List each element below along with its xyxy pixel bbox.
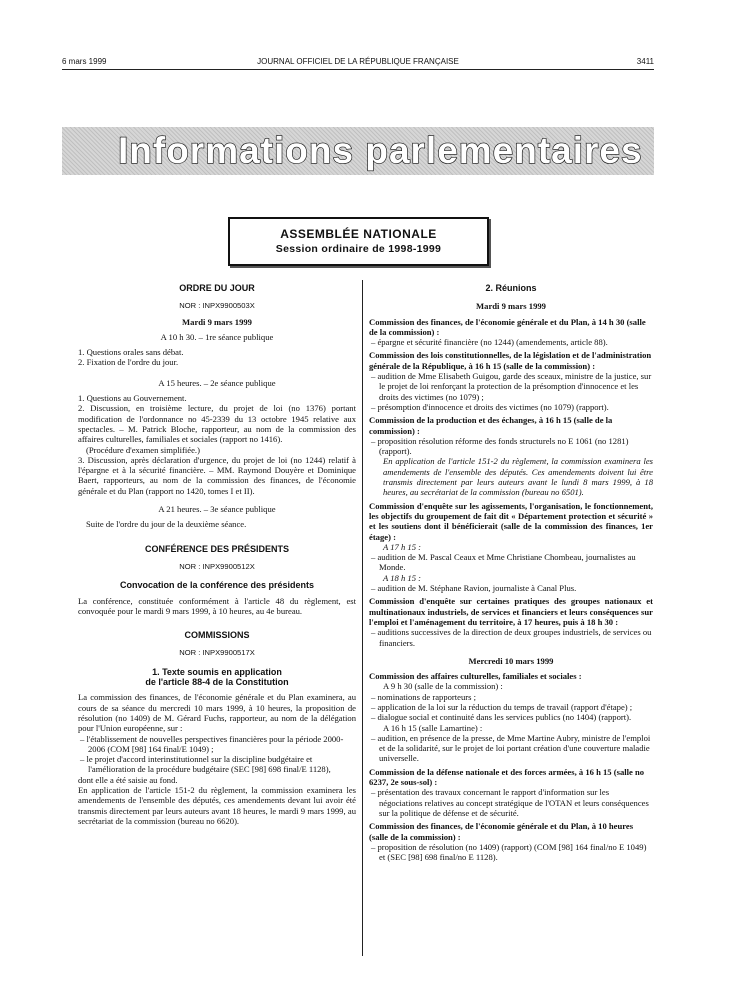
commission-item: – audition de Mme Elisabeth Guigou, garde des sceaux, ministre de la justice, sur le projet de loi renforçant la protection de la présomption d'innocence et les droits des victimes (no 1079) ; bbox=[371, 371, 652, 402]
seance-2-note: (Procédure d'examen simplifiée.) bbox=[86, 444, 200, 455]
commission-heading: Commission des lois constitutionnelles, de la législation et de l'administration générale de la République, à 16 h 15 (salle de la commission) : bbox=[369, 350, 652, 371]
commission-item: – nominations de rapporteurs ; bbox=[371, 691, 477, 702]
subsection-title-1: 1. Texte soumis en application bbox=[152, 666, 282, 677]
seance-2-item: 2. Discussion, en troisième lecture, du projet de loi (no 1376) portant modification de l'ordonnance no 45-2339 du 13 octobre 1945 relative aux spectacles. – M. Patrick Bloche, rapporteur, au nom de la commission des affaires culturelles, familiales et sociales (rapport no 1416). bbox=[78, 403, 356, 445]
reunions-title: 2. Réunions bbox=[485, 283, 537, 293]
commission-heading: Commission d'enquête sur certaines pratiques des groupes nationaux et multinationaux industriels, de services et financiers et leurs conséquences sur l'emploi et l'aménagement du territoire, à 17 heures, puis à 18 h 30 : bbox=[369, 596, 653, 627]
header-journal-title: JOURNAL OFFICIEL DE LA RÉPUBLIQUE FRANÇAISE bbox=[257, 57, 459, 66]
finances-item: – l'établissement de nouvelles perspectives financières pour la période 2000-2006 (COM [98] 164 final/E 1049) ; bbox=[80, 733, 344, 754]
odj-date: Mardi 9 mars 1999 bbox=[182, 316, 252, 327]
commission-heading: Commission de la production et des échanges, à 16 h 15 (salle de la commission) : bbox=[369, 415, 613, 436]
seance-1-heading: A 10 h 30. – 1re séance publique bbox=[160, 331, 274, 342]
column-divider bbox=[362, 280, 363, 956]
left-column bbox=[78, 283, 356, 826]
finances-paragraph: La commission des finances, de l'économie générale et du Plan examinera, au cours de sa séance du mercredi 10 mars 1999, à 10 heures, la proposition de résolution (no 1409) de M. Gérard Fuchs, rapporteur, au nom de la délégation pour l'Union européenne, sur : bbox=[78, 692, 356, 734]
seance-3-heading: A 21 heures. – 3e séance publique bbox=[158, 504, 276, 515]
commission-time: A 17 h 15 : bbox=[383, 541, 422, 552]
commission-time: A 9 h 30 (salle de la commission) : bbox=[383, 681, 503, 692]
nor-commissions: NOR : INPX9900517X bbox=[179, 648, 255, 658]
finances-paragraph-2: En application de l'article 151-2 du règlement, la commission examinera les amendements de l'ensemble des députés, ces amendements devant lui avoir été transmis directement par leurs auteurs avant 18 heures, le mardi 9 mars 1999, au secrétariat de la commission (bureau no 6620). bbox=[78, 784, 356, 826]
commission-item: – audition de M. Pascal Ceaux et Mme Christiane Chombeau, journalistes au Monde. bbox=[371, 552, 636, 573]
convocation-text: La conférence, constituée conformément à l'article 48 du règlement, est convoquée pour le mardi 9 mars 1999, à 10 heures, au 4e bureau. bbox=[78, 595, 356, 616]
convocation-title: Convocation de la conférence des présidents bbox=[119, 580, 315, 591]
commission-item: – audition de M. Stéphane Ravion, journaliste à Canal Plus. bbox=[371, 583, 577, 594]
header-rule bbox=[62, 69, 654, 70]
seance-3-text: Suite de l'ordre du jour de la deuxième séance. bbox=[86, 519, 247, 530]
commission-note: En application de l'article 151-2 du règlement, la commission examinera les amendements de l'ensemble des députés. Ces amendements doivent lui être transmis directement par leurs auteurs avant le lundi 8 mars 1999, à 18 heures, au secrétariat de la commission (bureau no 6501). bbox=[383, 456, 653, 498]
section-title-odj: ORDRE DU JOUR bbox=[179, 283, 255, 293]
commission-item: – dialogue social et continuité dans les services publics (no 1404) (rapport). bbox=[371, 712, 632, 723]
assembly-box bbox=[228, 217, 489, 266]
assembly-name: ASSEMBLÉE NATIONALE bbox=[280, 227, 437, 241]
page-header bbox=[62, 57, 654, 69]
finances-tail: dont elle a été saisie au fond. bbox=[78, 774, 178, 785]
commission-heading: Commission des finances, de l'économie générale et du Plan, à 14 h 30 (salle de la commission) : bbox=[369, 316, 646, 337]
banner-title: Informations parlementaires bbox=[118, 130, 643, 171]
subsection-title-1-line-2: de l'article 88-4 de la Constitution bbox=[145, 677, 289, 688]
seance-1-item: 1. Questions orales sans débat. bbox=[78, 347, 184, 358]
header-page-number: 3411 bbox=[636, 57, 654, 66]
commission-item: – auditions successives de la direction de deux groupes industriels, de services ou financiers. bbox=[371, 627, 652, 648]
commission-heading: Commission des affaires culturelles, familiales et sociales : bbox=[369, 671, 582, 682]
seance-2-item: 3. Discussion, après déclaration d'urgence, du projet de loi (no 1244) relatif à l'épargne et à la sécurité financière. – MM. Raymond Douyère et Dominique Baert, rapporteurs, au nom de la commission des finances, de l'économie générale et du Plan (rapport no 1420, tomes I et II). bbox=[78, 454, 356, 496]
seance-2-heading: A 15 heures. – 2e séance publique bbox=[158, 377, 276, 388]
header-date: 6 mars 1999 bbox=[62, 57, 107, 66]
commission-item: – présentation des travaux concernant le rapport d'information sur les négociations relatives au concept stratégique de l'OTAN et leurs conséquences sur la politique de défense et de sécurité. bbox=[371, 787, 649, 818]
finances-item: – le projet d'accord interinstitutionnel sur la discipline budgétaire et l'amélioration de la procédure budgétaire (SEC [98] 698 final/E 1128), bbox=[80, 754, 331, 775]
commission-item: – proposition de résolution (no 1409) (rapport) (COM [98] 164 final/no E 1049) et (SEC [98] 698 final/no E 1128). bbox=[371, 841, 647, 863]
commission-item: – application de la loi sur la réduction du temps de travail (rapport d'étape) ; bbox=[371, 701, 633, 712]
commission-heading: Commission d'enquête sur les agissements, l'organisation, le fonctionnement, les objectifs du groupement de fait dit « Département protection et sécurité » et les soutiens dont il bénéficierait (salle de la commission des finances, 1er étage) : bbox=[369, 500, 653, 542]
nor-conference: NOR : INPX9900512X bbox=[179, 561, 255, 571]
seance-2-item: 1. Questions au Gouvernement. bbox=[78, 393, 187, 404]
session-name: Session ordinaire de 1998-1999 bbox=[275, 243, 442, 255]
commission-heading: Commission des finances, de l'économie générale et du Plan, à 10 heures (salle de la commission) : bbox=[369, 821, 634, 842]
seance-1-item: 2. Fixation de l'ordre du jour. bbox=[78, 357, 179, 368]
reunions-date-2: Mercredi 10 mars 1999 bbox=[468, 655, 554, 666]
commission-item: – présomption d'innocence et droits des victimes (no 1079) (rapport). bbox=[371, 401, 609, 412]
commission-time: A 16 h 15 (salle Lamartine) : bbox=[383, 722, 483, 733]
reunions-date-1: Mardi 9 mars 1999 bbox=[476, 301, 546, 312]
section-title-commissions: COMMISSIONS bbox=[184, 630, 250, 641]
right-column bbox=[369, 283, 653, 862]
commission-time: A 18 h 15 : bbox=[383, 572, 422, 583]
commission-item: – audition, en présence de la presse, de Mme Martine Aubry, ministre de l'emploi et de la solidarité, sur le projet de loi portant création d'une couverture maladie universelle. bbox=[371, 732, 651, 764]
commission-heading: Commission de la défense nationale et des forces armées, à 16 h 15 (salle no 6237, 2e sous-sol) : bbox=[369, 766, 645, 788]
commission-item: – épargne et sécurité financière (no 1244) (amendements, article 88). bbox=[371, 337, 608, 348]
commission-item: – proposition résolution réforme des fonds structurels no E 1061 (no 1281) (rapport). bbox=[371, 435, 629, 457]
section-title-conference: CONFÉRENCE DES PRÉSIDENTS bbox=[144, 543, 290, 554]
nor-odj: NOR : INPX9900503X bbox=[179, 301, 255, 311]
